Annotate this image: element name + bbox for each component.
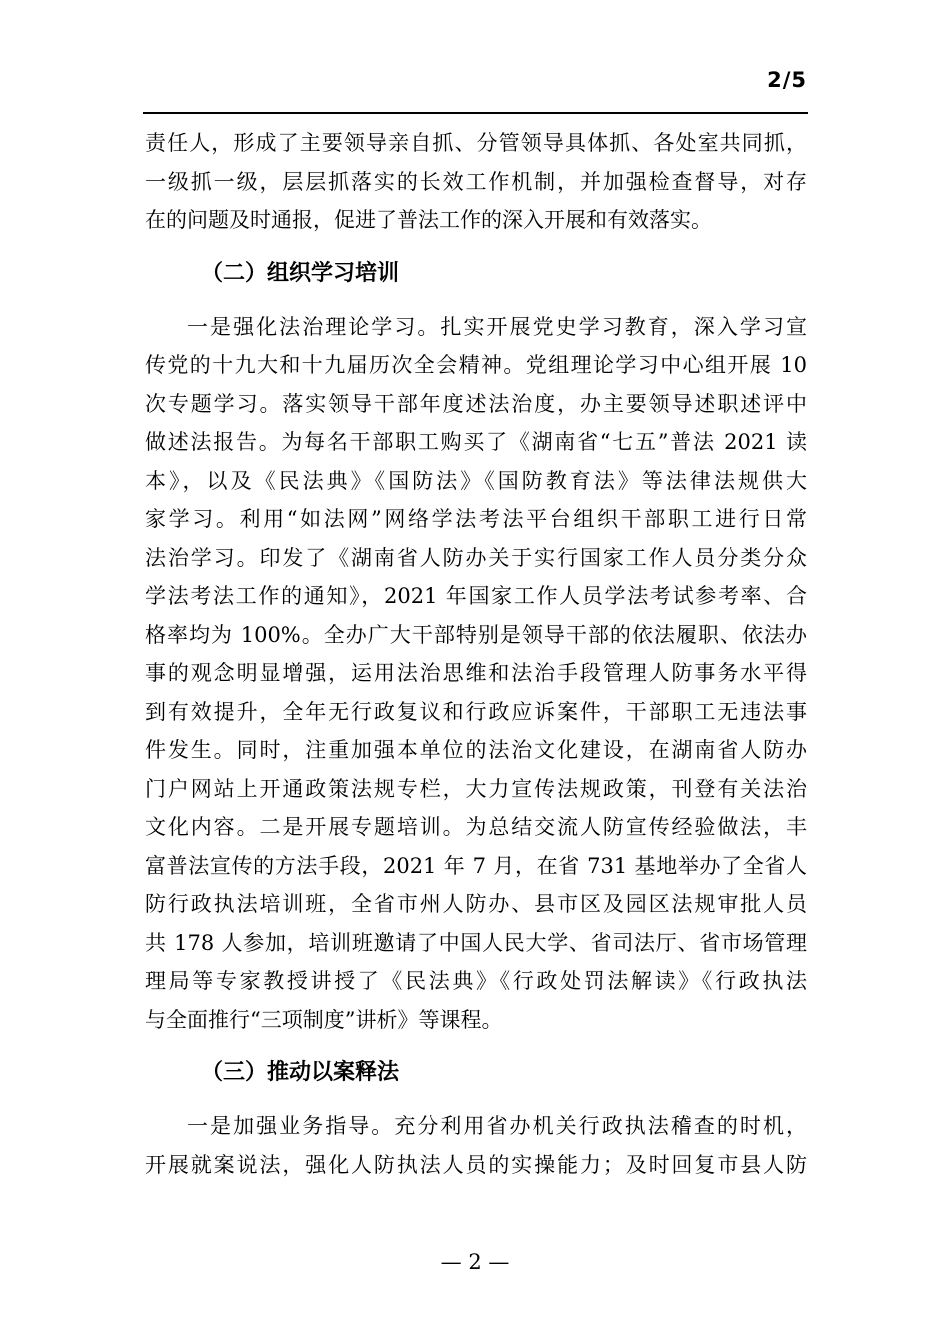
document-body bbox=[145, 124, 807, 1184]
text-line: 传党的十九大和十九届历次全会精神。党组理论学习中心组开展 10 bbox=[145, 353, 807, 377]
text-line: 家学习。利用“如法网”网络学法考法平台组织干部职工进行日常 bbox=[145, 507, 807, 531]
text-line: 一级抓一级，层层抓落实的长效工作机制，并加强检查督导，对存 bbox=[145, 169, 807, 194]
paragraph bbox=[145, 1107, 807, 1184]
text-line: 责任人，形成了主要领导亲自抓、分管领导具体抓、各处室共同抓， bbox=[145, 131, 807, 155]
paragraph bbox=[145, 124, 807, 240]
text-line: 门户网站上开通政策法规专栏，大力宣传法规政策，刊登有关法治 bbox=[145, 776, 807, 801]
text-line: 到有效提升，全年无行政复议和行政应诉案件，干部职工无违法事 bbox=[145, 699, 807, 724]
text-line: 共 178 人参加，培训班邀请了中国人民大学、省司法厅、省市场管理 bbox=[145, 930, 807, 955]
text-line: 事的观念明显增强，运用法治思维和法治手段管理人防事务水平得 bbox=[145, 661, 807, 685]
text-line: 做述法报告。为每名干部职工购买了《湖南省“七五”普法 2021 读 bbox=[145, 430, 807, 454]
text-line: 在的问题及时通报，促进了普法工作的深入开展和有效落实。 bbox=[145, 208, 712, 232]
text-line: 开展就案说法，强化人防执法人员的实操能力；及时回复市县人防 bbox=[145, 1152, 807, 1177]
text-line: 格率均为 100%。全办广大干部特别是领导干部的依法履职、依法办 bbox=[145, 622, 807, 647]
page-counter: 2/5 bbox=[767, 68, 807, 92]
section-heading: （三）推动以案释法 bbox=[201, 1060, 400, 1085]
text-line: 学法考法工作的通知》，2021 年国家工作人员学法考试参考率、合 bbox=[145, 584, 807, 608]
paragraph bbox=[145, 308, 807, 1040]
text-line: 本》，以及《民法典》《国防法》《国防教育法》等法律法规供大 bbox=[145, 468, 807, 493]
text-line: 理局等专家教授讲授了《民法典》《行政处罚法解读》《行政执法 bbox=[145, 969, 807, 993]
text-line: 与全面推行“三项制度”讲析》等课程。 bbox=[145, 1007, 503, 1032]
text-line: 一是加强业务指导。充分利用省办机关行政执法稽查的时机， bbox=[187, 1114, 807, 1138]
text-line: 富普法宣传的方法手段，2021 年 7 月，在省 731 基地举办了全省人 bbox=[145, 853, 807, 878]
text-line: 件发生。同时，注重加强本单位的法治文化建设，在湖南省人防办 bbox=[145, 738, 807, 762]
text-line: 一是强化法治理论学习。扎实开展党史学习教育，深入学习宣 bbox=[187, 314, 807, 339]
page-number: — 2 — bbox=[440, 1250, 510, 1274]
text-line: 次专题学习。落实领导干部年度述法治度，办主要领导述职述评中 bbox=[145, 391, 807, 416]
text-line: 文化内容。二是开展专题培训。为总结交流人防宣传经验做法，丰 bbox=[145, 815, 807, 839]
text-line: 法治学习。印发了《湖南省人防办关于实行国家工作人员分类分众 bbox=[145, 545, 807, 570]
header-rule bbox=[143, 112, 808, 114]
text-line: 防行政执法培训班，全省市州人防办、县市区及园区法规审批人员 bbox=[145, 892, 807, 916]
section-heading: （二）组织学习培训 bbox=[201, 260, 400, 286]
